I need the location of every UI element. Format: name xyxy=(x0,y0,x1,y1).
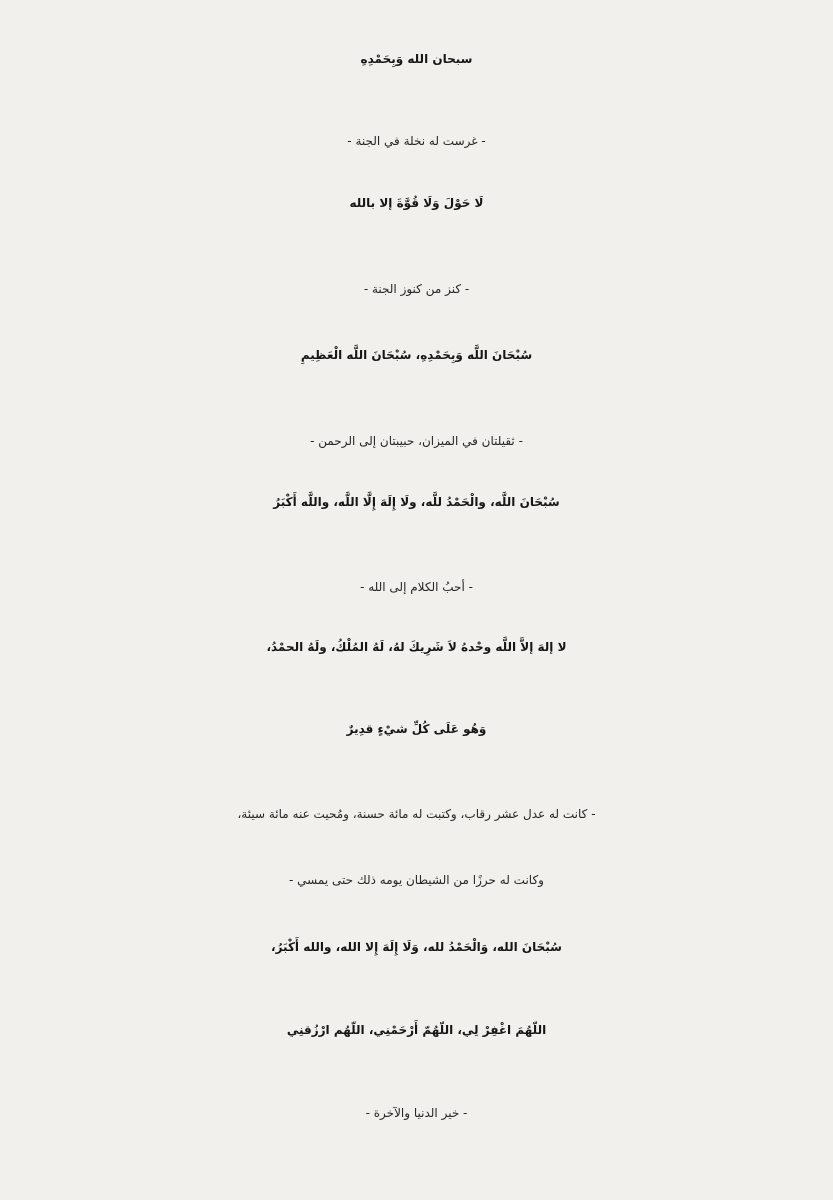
virtue-heavy-on-scale: - ثقيلتان في الميزان، حبيبتان إلى الرحمن - xyxy=(310,434,523,448)
dhikr-tahlil-line-2: وَهُو عَلَى كُلِّ شيْءٍ قدِيرٌ xyxy=(346,722,487,736)
virtue-most-beloved: - أحبُ الكلام إلى الله - xyxy=(360,580,473,594)
dhikr-la-hawla: لَا حَوْلَ وَلَا قُوَّةَ إلا بالله xyxy=(349,196,484,210)
virtue-palm-tree: - غرست له نخلة في الجنة - xyxy=(347,134,486,148)
dhikr-tasbih-istighfar-line-1: سُبْحَانَ الله، وَالْحَمْدُ لله، وَلَا إِلَهَ إِلا الله، والله أَكْبَرُ، xyxy=(271,940,562,954)
virtue-treasure: - كنز من كنوز الجنة - xyxy=(363,282,470,296)
dhikr-tahlil-line-1: لا إلهَ إلاَّ اللَّه وحْدهُ لاَ شَرِيكَ لهُ، لَهُ المُلْكُ، ولَهُ الحمْدُ، xyxy=(266,640,567,654)
dhikr-tasbih-istighfar-line-2: اللّهُمَ اغْفِرْ لِي، اللّهُمّ أَرْحَمْنِي، اللّهُم ارْزُقنِي xyxy=(286,1023,547,1037)
virtue-good-of-both-worlds: - خير الدنيا والآخرة - xyxy=(365,1106,468,1120)
dhikr-subhanallah-al-azim: سُبْحَانَ اللَّه وَبِحَمْدِهِ، سُبْحَانَ اللَّه الْعَظِيمِ xyxy=(300,348,533,362)
virtue-ten-slaves-line-2: وكانت له حرزًا من الشيطان يومه ذلك حتى يمسي - xyxy=(289,873,544,887)
dhikr-subhanallah-wabihamdihi: سبحان الله وَبِحَمْدِهِ xyxy=(360,52,473,66)
dhikr-four-phrases: سُبْحَانَ اللَّه، والْحَمْدُ للَّه، ولَا إِلَهَ إِلَّا اللَّه، واللَّه أَكْبَرُ xyxy=(273,495,560,509)
virtue-ten-slaves-line-1: - كانت له عدل عشر رقاب، وكتبت له مائة حسنة، ومُحيت عنه مائة سيئة، xyxy=(237,807,596,821)
